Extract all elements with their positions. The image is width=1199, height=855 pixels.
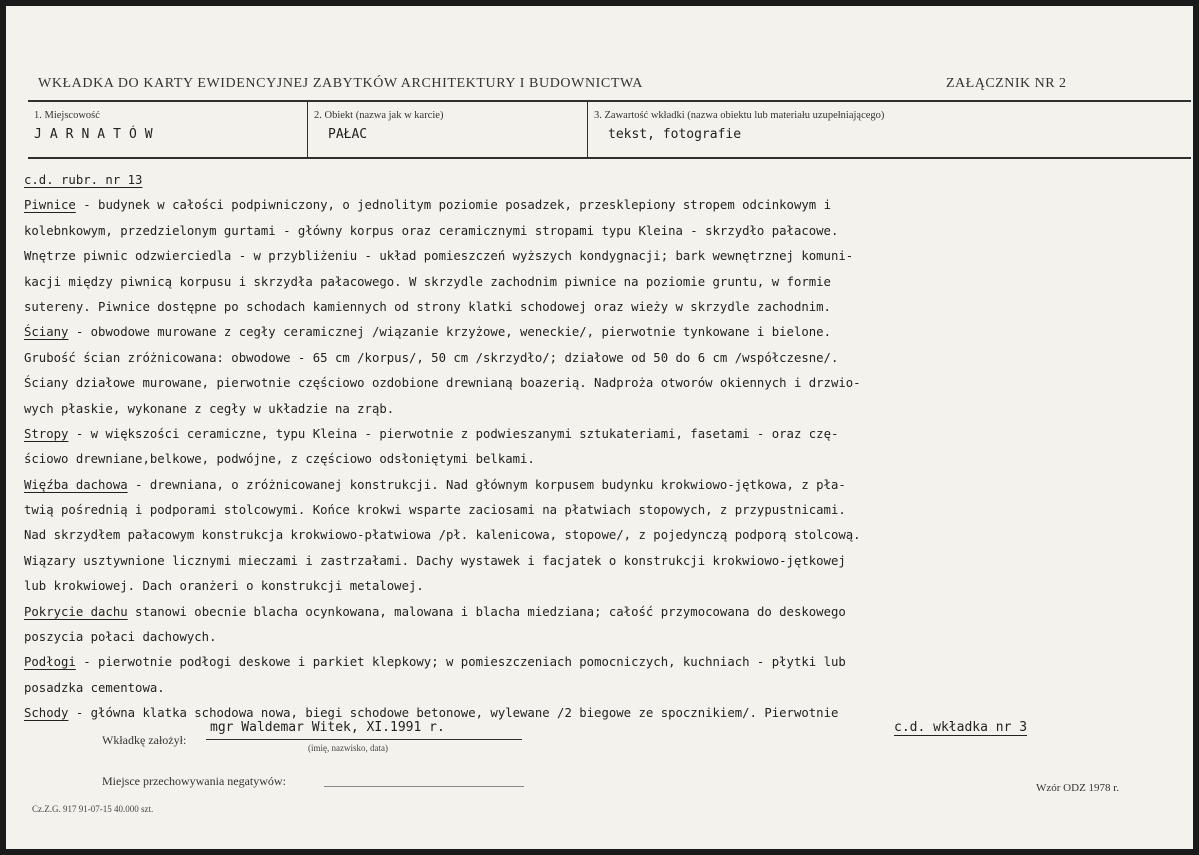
place-value: JARNATÓW <box>34 127 161 142</box>
founder-dotted-line <box>206 739 522 740</box>
founder-caption: (imię, nazwisko, data) <box>308 743 388 753</box>
text-line: sutereny. Piwnice dostępne po schodach kamiennych od strony klatki schodowej oraz wieży w skrzydle zachodnim. <box>24 299 831 314</box>
text-line: poszycia połaci dachowych. <box>24 630 217 645</box>
contents-label: 3. Zawartość wkładki (nazwa obiektu lub materiału uzupełniającego) <box>594 110 885 121</box>
text-line: Ściany działowe murowane, pierwotnie częściowo ozdobione drewnianą boazerią. Nadproża otworów okiennych i drzwio- <box>24 376 861 391</box>
table-bottom-rule <box>28 157 1191 159</box>
object-value: PAŁAC <box>328 127 368 142</box>
continuation-heading: c.d. rubr. nr 13 <box>24 173 143 187</box>
text-line <box>24 650 1189 675</box>
negatives-label: Miejsce przechowywania negatywów: <box>102 774 286 788</box>
document-page <box>6 6 1193 849</box>
line-text: - obwodowe murowane z cegły ceramicznej /wiązanie krzyżowe, weneckie/, pierwotnie tynkowane i bielone. <box>68 325 831 340</box>
text-line: kacji między piwnicą korpusu i skrzydła pałacowego. W skrzydle zachodnim piwnice na poziomie gruntu, w formie <box>24 274 831 289</box>
typed-description <box>24 168 1189 727</box>
text-line <box>24 168 1189 193</box>
text-line <box>24 422 1189 447</box>
print-info: Cz.Z.G. 917 91-07-15 40.000 szt. <box>32 804 154 814</box>
table-top-rule <box>28 100 1191 102</box>
text-line: Wnętrze piwnic odzwierciedla - w przybliżeniu - układ pomieszczeń wyższych kondygnacji; bark wewnętrznej komuni- <box>24 249 854 264</box>
text-line: twią pośrednią i podporami stolcowymi. Końce krokwi wsparte zaciosami na płatwiach stopowych, z przypustnicami. <box>24 503 846 518</box>
text-line <box>24 320 1189 345</box>
section-heading-ceilings: Stropy <box>24 426 69 441</box>
section-heading-basements: Piwnice <box>24 198 76 213</box>
text-line <box>24 473 1189 498</box>
section-heading-floors: Podłogi <box>24 655 76 670</box>
text-line: ściowo drewniane,belkowe, podwójne, z częściowo odsłoniętymi belkami. <box>24 452 535 467</box>
text-line: Grubość ścian zróżnicowana: obwodowe - 65 cm /korpus/, 50 cm /skrzydło/; działowe od 50 do 6 cm /współczesne/. <box>24 350 839 365</box>
founder-value: mgr Waldemar Witek, XI.1991 r. <box>210 720 445 735</box>
line-text: - budynek w całości podpiwniczony, o jednolitym poziomie posadzek, przesklepiony stropem odcinkowym i <box>75 198 831 213</box>
section-heading-stairs: Schody <box>24 706 69 721</box>
form-title: WKŁADKA DO KARTY EWIDENCYJNEJ ZABYTKÓW ARCHITEKTURY I BUDOWNICTWA <box>38 76 643 91</box>
annex-number: ZAŁĄCZNIK NR 2 <box>946 76 1067 91</box>
text-line: lub krokwiowej. Dach oranżeri o konstrukcji metalowej. <box>24 579 424 594</box>
column-divider-2 <box>587 101 588 157</box>
text-line: posadzka cementowa. <box>24 680 165 695</box>
text-line: Wiązary usztywnione licznymi mieczami i zastrzałami. Dachy wystawek i facjatek o konstrukcji krokwiowo-jętkowej <box>24 553 846 568</box>
text-line: Nad skrzydłem pałacowym konstrukcja krokwiowo-płatwiowa /pł. kalenicowa, stopowe/, z pojedynczą podporą stolcową. <box>24 528 861 543</box>
text-line <box>24 193 1189 218</box>
continued-insert: c.d. wkładka nr 3 <box>894 720 1028 735</box>
section-heading-roof-truss: Więźba dachowa <box>24 477 128 492</box>
object-label: 2. Obiekt (nazwa jak w karcie) <box>314 110 444 121</box>
negatives-line <box>324 786 524 787</box>
text-line <box>24 600 1189 625</box>
form-model: Wzór ODZ 1978 r. <box>1036 782 1120 794</box>
line-text: - w większości ceramiczne, typu Kleina - pierwotnie z podwieszanymi sztukateriami, fasetami - oraz czę- <box>68 426 839 441</box>
place-label: 1. Miejscowość <box>34 110 100 121</box>
text-line: kolebnkowym, przedzielonym gurtami - główny korpus oraz ceramicznymi stropami typu Kleina - skrzydło pałacowe. <box>24 223 839 238</box>
section-heading-roofing: Pokrycie dachu <box>24 604 128 619</box>
text-line: wych płaskie, wykonane z cegły w układzie na zrąb. <box>24 401 395 416</box>
column-divider-1 <box>307 101 308 157</box>
founder-label: Wkładkę założył: <box>102 733 187 747</box>
line-text: - główna klatka schodowa nowa, biegi schodowe betonowe, wylewane /2 biegowe ze spocznikiem/. Pierwotnie <box>68 706 839 721</box>
line-text: - pierwotnie podłogi deskowe i parkiet klepkowy; w pomieszczeniach pomocniczych, kuchniach - płytki lub <box>75 655 846 670</box>
section-heading-walls: Ściany <box>24 325 69 340</box>
line-text: stanowi obecnie blacha ocynkowana, malowana i blacha miedziana; całość przymocowana do deskowego <box>127 604 846 619</box>
line-text: - drewniana, o zróżnicowanej konstrukcji. Nad głównym korpusem budynku krokwiowo-jętkowa, z pła- <box>127 477 846 492</box>
contents-value: tekst, fotografie <box>608 127 742 142</box>
